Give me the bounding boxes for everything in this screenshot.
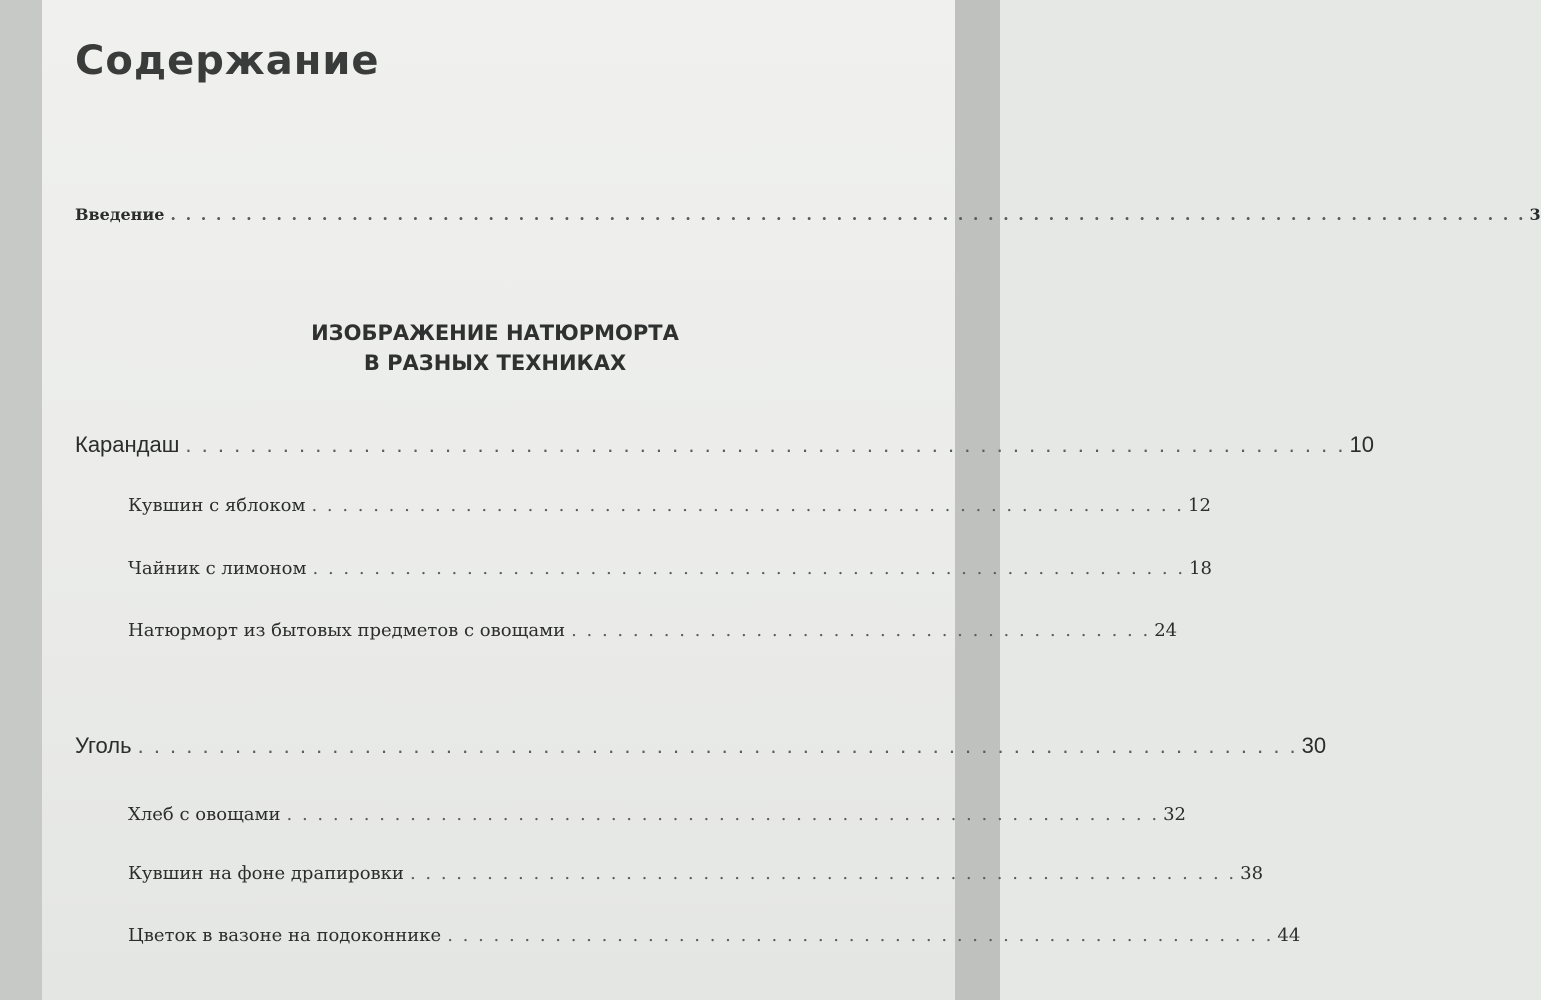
page-left-margin bbox=[0, 0, 42, 1000]
toc-entry-label: Кувшин на фоне драпировки bbox=[128, 863, 404, 884]
section-heading-line: ИЗОБРАЖЕНИЕ НАТЮРМОРТА bbox=[311, 321, 679, 345]
toc-chapter-charcoal[interactable] bbox=[75, 733, 1327, 759]
toc-entry-label: Чайник с лимоном bbox=[128, 558, 307, 579]
toc-entry[interactable] bbox=[128, 495, 1211, 516]
toc-entry[interactable] bbox=[128, 804, 1187, 825]
toc-entry-label: Введение bbox=[75, 205, 165, 224]
toc-page-number: 12 bbox=[1188, 495, 1211, 516]
dot-leader: . . . . . . . . . . . . . . . . . . . . . . . . . . . . . . . . . . . . . . . . . . . . . . . . . . . . . . bbox=[447, 925, 1274, 946]
dot-leader: . . . . . . . . . . . . . . . . . . . . . . . . . . . . . . . . . . . . . . . . . . . . . . . . . . . . . . . . . . . . . . . . . . . . . . . . bbox=[185, 432, 1346, 457]
toc-entry[interactable] bbox=[128, 863, 1264, 884]
toc-page-number: 10 bbox=[1349, 432, 1374, 457]
toc-entry-label: Кувшин с яблоком bbox=[128, 495, 306, 516]
dot-leader: . . . . . . . . . . . . . . . . . . . . . . . . . . . . . . . . . . . . . . . . . . . . . . . . . . . . . . . . . . . . . . . . . . . . . . . . bbox=[137, 733, 1298, 758]
toc-page-number: 32 bbox=[1163, 804, 1187, 825]
toc-page-number: 24 bbox=[1154, 620, 1178, 641]
toc-entry-label: Хлеб с овощами bbox=[128, 804, 281, 825]
toc-chapter-label: Уголь bbox=[75, 733, 132, 758]
toc-page-number: 38 bbox=[1240, 863, 1264, 884]
dot-leader: . . . . . . . . . . . . . . . . . . . . . . . . . . . . . . . . . . . . . . . . . . . . . . . . . . . . . . . . . . . . . . . . . . . . . . . . . . . . . . . . . . . . . . . . . . bbox=[170, 205, 1526, 224]
toc-entry[interactable] bbox=[128, 925, 1301, 946]
dot-leader: . . . . . . . . . . . . . . . . . . . . . . . . . . . . . . . . . . . . . . . . . . . . . . . . . . . . . . . . . bbox=[311, 495, 1185, 516]
toc-chapter-pencil[interactable] bbox=[75, 432, 1374, 458]
toc-page-number: 18 bbox=[1189, 558, 1212, 579]
dot-leader: . . . . . . . . . . . . . . . . . . . . . . . . . . . . . . . . . . . . . . . . . . . . . . . . . . . . . . . . . bbox=[312, 558, 1186, 579]
toc-title: Содержание bbox=[75, 38, 380, 84]
dot-leader: . . . . . . . . . . . . . . . . . . . . . . . . . . . . . . . . . . . . . . bbox=[571, 620, 1151, 641]
toc-entry[interactable] bbox=[128, 620, 1178, 641]
toc-entry[interactable] bbox=[128, 558, 1212, 579]
dot-leader: . . . . . . . . . . . . . . . . . . . . . . . . . . . . . . . . . . . . . . . . . . . . . . . . . . . . . . . . . bbox=[286, 804, 1160, 825]
section-heading bbox=[200, 318, 790, 378]
section-heading-line: В РАЗНЫХ ТЕХНИКАХ bbox=[363, 351, 627, 375]
toc-page-number: 30 bbox=[1301, 733, 1327, 758]
toc-entry-label: Натюрморт из бытовых предметов с овощами bbox=[128, 620, 566, 641]
toc-entry-intro[interactable] bbox=[75, 205, 1541, 224]
toc-chapter-label: Карандаш bbox=[75, 432, 180, 457]
toc-entry-label: Цветок в вазоне на подоконнике bbox=[128, 925, 442, 946]
toc-page-number: 44 bbox=[1277, 925, 1301, 946]
toc-page-number: 3 bbox=[1529, 205, 1541, 224]
dot-leader: . . . . . . . . . . . . . . . . . . . . . . . . . . . . . . . . . . . . . . . . . . . . . . . . . . . . . . bbox=[409, 863, 1237, 884]
